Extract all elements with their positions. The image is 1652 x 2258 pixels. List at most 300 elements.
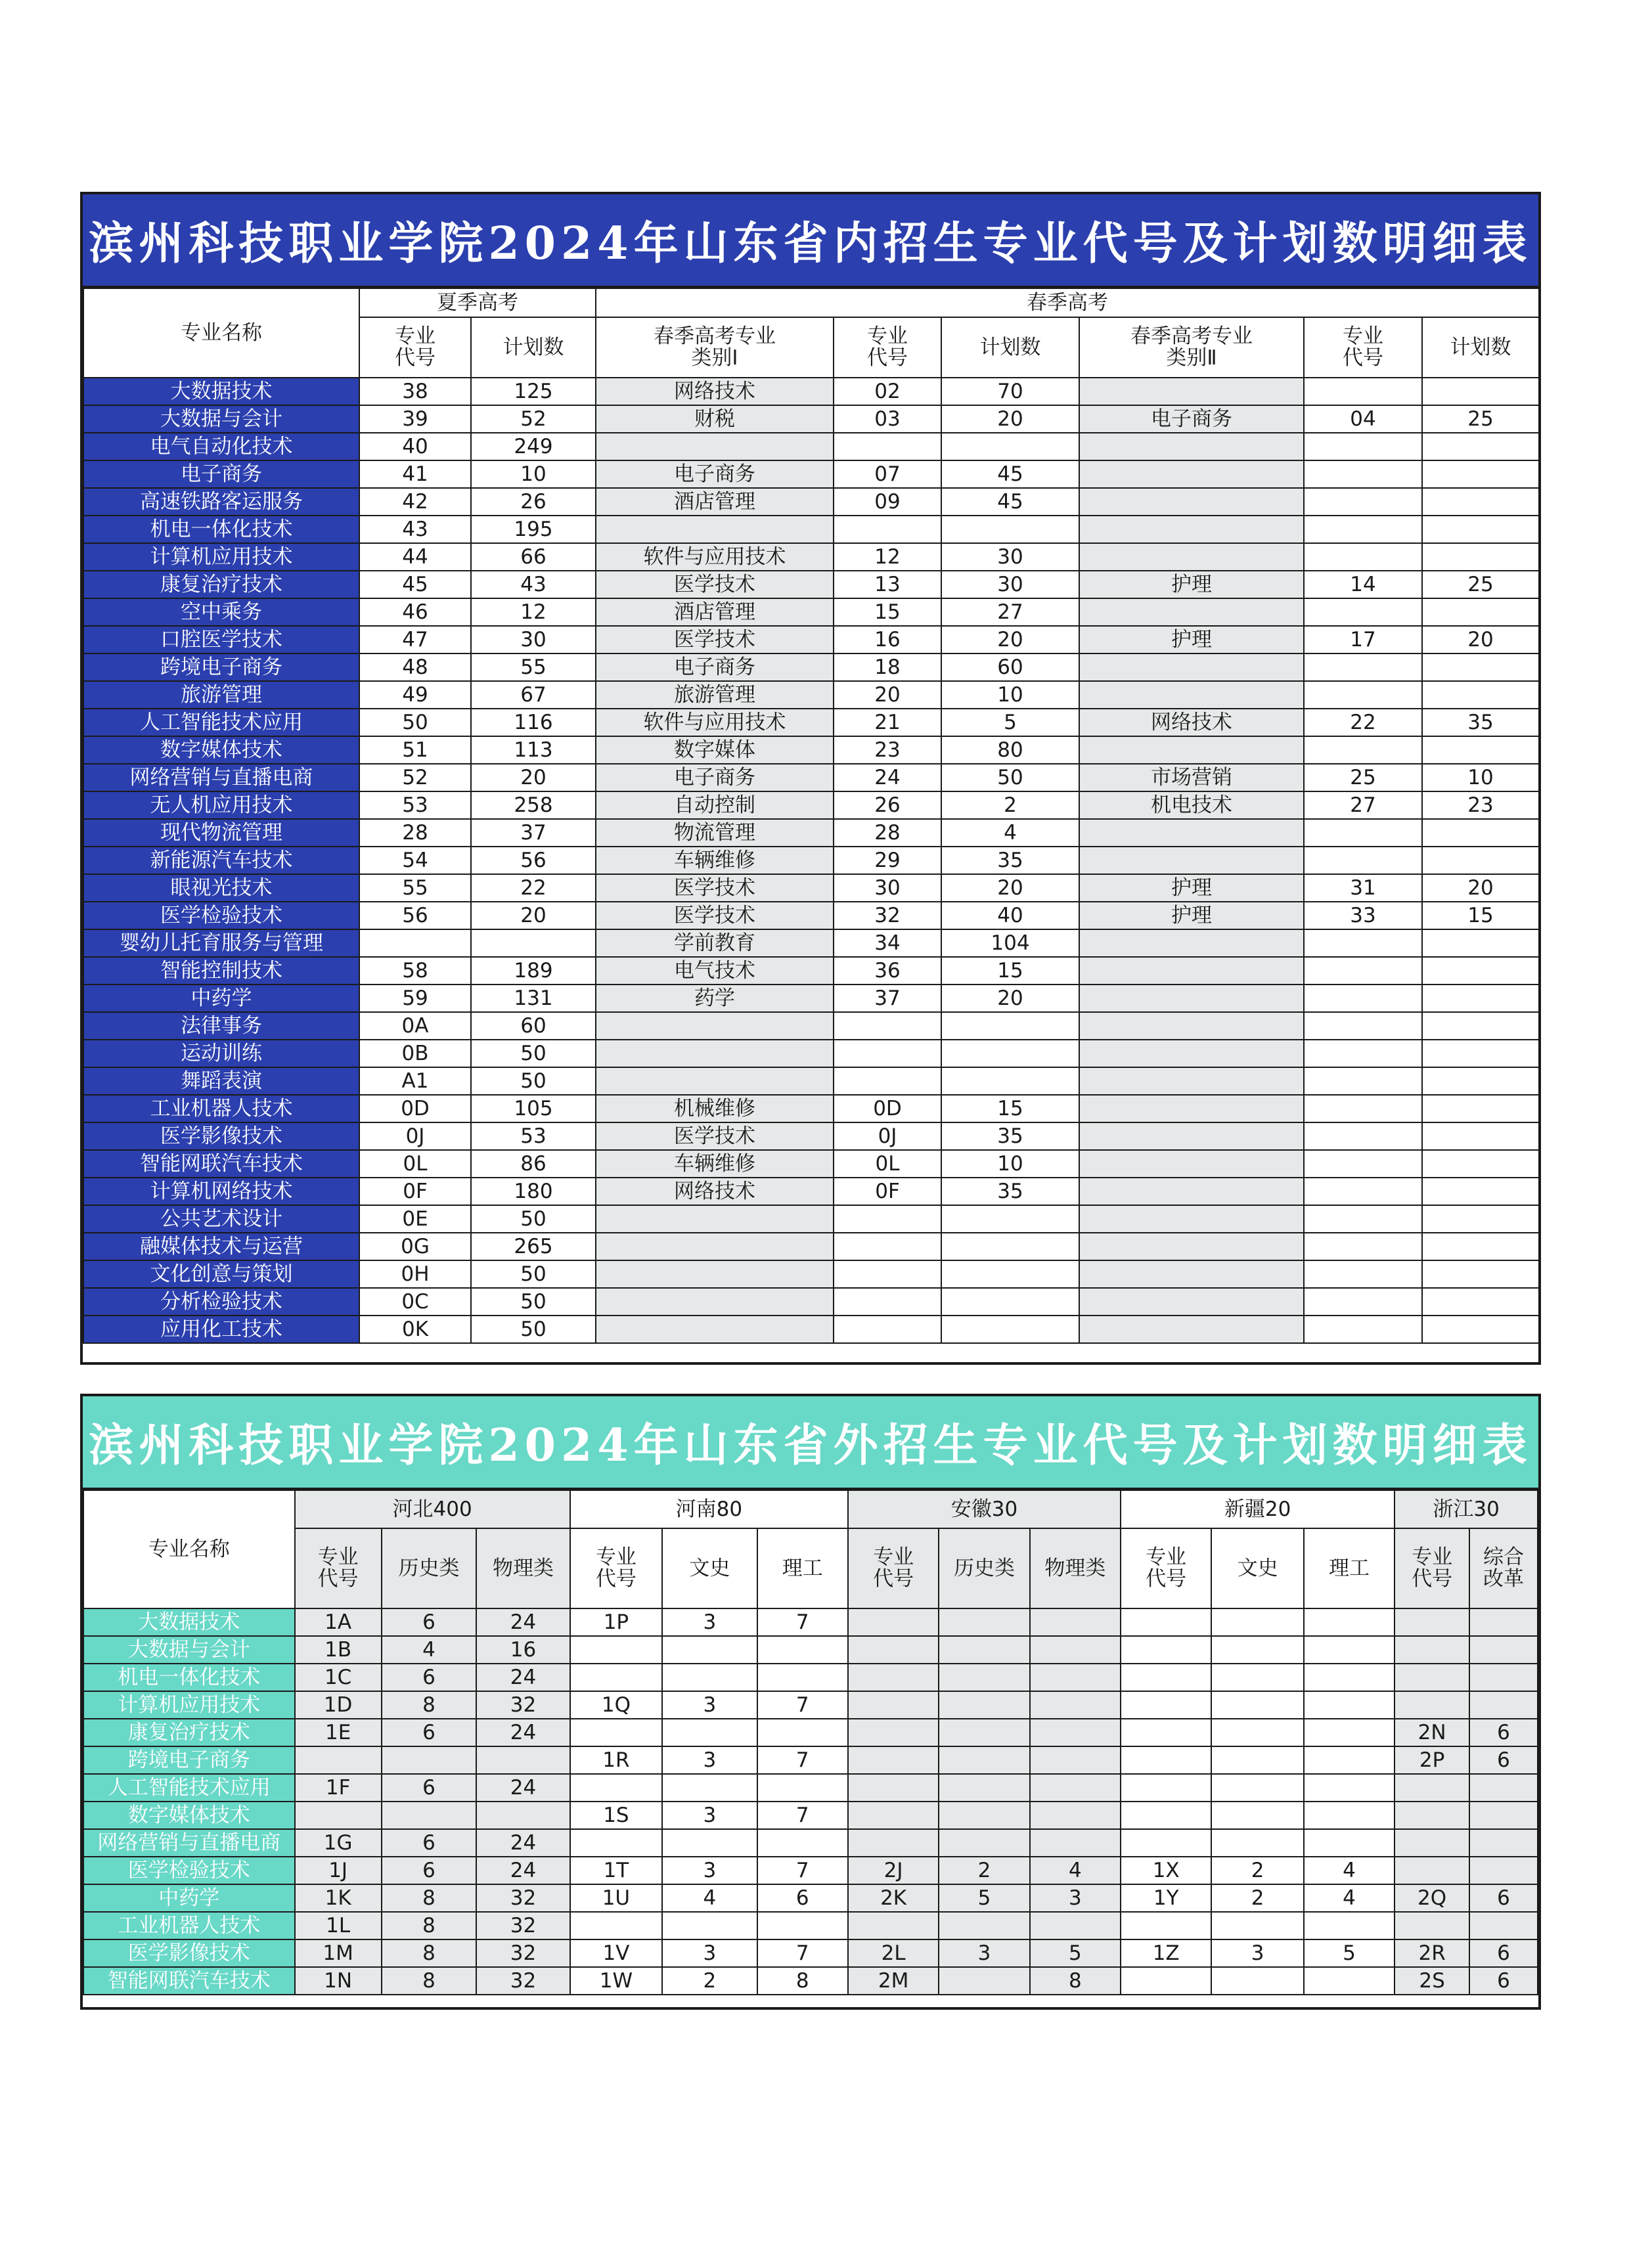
table-cell: 3 (1211, 1939, 1303, 1967)
table-cell (1079, 1233, 1304, 1260)
table-row (83, 985, 1539, 1012)
major-name-cell: 中药学 (83, 1884, 295, 1912)
table-cell: 45 (359, 571, 471, 598)
table-row (83, 1857, 1538, 1884)
table-cell: 医学技术 (596, 626, 834, 653)
table-cell (1079, 1095, 1304, 1122)
table-cell: 0L (359, 1150, 471, 1178)
table-cell: 07 (834, 460, 941, 488)
table-cell: 电子商务 (596, 460, 834, 488)
table-cell (1211, 1691, 1303, 1719)
header-xinjiang-science: 理工 (1304, 1528, 1395, 1608)
table-cell: 10 (471, 460, 596, 488)
header-spring-exam: 春季高考 (596, 288, 1539, 317)
table-cell: 1T (570, 1857, 662, 1884)
table-cell: 学前教育 (596, 929, 834, 957)
table-cell (941, 1288, 1079, 1316)
table-cell (1469, 1664, 1538, 1691)
table-cell: 59 (359, 985, 471, 1012)
table-cell (834, 1067, 941, 1095)
table-cell: 3 (662, 1802, 757, 1829)
table-cell (941, 1067, 1079, 1095)
table-cell: 1Y (1121, 1884, 1211, 1912)
table-cell: 30 (941, 543, 1079, 571)
table-cell: 28 (359, 819, 471, 847)
table-cell: 2Q (1395, 1884, 1469, 1912)
table-cell (1304, 1260, 1422, 1288)
table-cell: 2N (1395, 1719, 1469, 1746)
table-cell (848, 1664, 939, 1691)
table-cell: 2S (1395, 1967, 1469, 1995)
table-cell (941, 1316, 1079, 1343)
header-province-henan: 河南80 (570, 1490, 848, 1528)
table-cell (596, 1288, 834, 1316)
out-province-panel (80, 1394, 1541, 2010)
table-cell: 02 (834, 378, 941, 405)
table-cell (1304, 598, 1422, 626)
table-cell: 酒店管理 (596, 488, 834, 516)
header-province-zhejiang: 浙江30 (1395, 1490, 1538, 1528)
table-cell: 37 (834, 985, 941, 1012)
table-row (83, 681, 1539, 709)
table-cell: 医学技术 (596, 874, 834, 902)
table-cell (662, 1719, 757, 1746)
table-cell (757, 1664, 848, 1691)
table-row (83, 1260, 1539, 1288)
header-summer-exam: 夏季高考 (359, 288, 596, 317)
table-cell: 23 (834, 736, 941, 764)
table-cell (941, 1205, 1079, 1233)
table-cell (1079, 1288, 1304, 1316)
major-name-cell: 网络营销与直播电商 (83, 764, 359, 791)
table-cell (596, 1316, 834, 1343)
table-cell (1422, 736, 1539, 764)
table-cell: 24 (476, 1829, 569, 1857)
table-cell: 21 (834, 709, 941, 736)
table-row (83, 736, 1539, 764)
table-cell (1304, 1122, 1422, 1150)
table-cell: 39 (359, 405, 471, 433)
table-cell (1422, 1316, 1539, 1343)
table-cell (1211, 1829, 1303, 1857)
table-cell (1469, 1829, 1538, 1857)
table-row (83, 1067, 1539, 1095)
header-spring-code1: 专业 代号 (834, 317, 941, 378)
table-cell: 4 (941, 819, 1079, 847)
table-cell (1469, 1857, 1538, 1884)
table-cell (1079, 681, 1304, 709)
major-name-cell: 工业机器人技术 (83, 1912, 295, 1939)
table-cell (570, 1719, 662, 1746)
table-cell (1304, 1774, 1395, 1802)
table-cell: 32 (476, 1691, 569, 1719)
table-cell (1304, 1205, 1422, 1233)
table-cell (1079, 1316, 1304, 1343)
table-cell: 32 (476, 1884, 569, 1912)
table-cell (1079, 929, 1304, 957)
table-cell (1121, 1912, 1211, 1939)
table-cell: 10 (941, 681, 1079, 709)
major-name-cell: 法律事务 (83, 1012, 359, 1040)
table-cell (1422, 516, 1539, 543)
table-cell: 1K (295, 1884, 382, 1912)
table-cell: 18 (834, 653, 941, 681)
header-xinjiang-arts: 文史 (1211, 1528, 1303, 1608)
table-cell (939, 1691, 1029, 1719)
table-cell: 40 (941, 902, 1079, 929)
table-cell: 45 (941, 460, 1079, 488)
table-cell (848, 1829, 939, 1857)
table-cell (1422, 1233, 1539, 1260)
table-cell (1304, 1829, 1395, 1857)
table-cell (1079, 543, 1304, 571)
table-cell: 43 (359, 516, 471, 543)
table-cell (1121, 1691, 1211, 1719)
table-cell: 1X (1121, 1857, 1211, 1884)
table-cell (1079, 516, 1304, 543)
table-cell (939, 1829, 1029, 1857)
table-cell: 195 (471, 516, 596, 543)
table-cell: 42 (359, 488, 471, 516)
table-cell: 2 (1211, 1857, 1303, 1884)
table-cell (834, 1233, 941, 1260)
table-cell: 6 (1469, 1746, 1538, 1774)
table-row (83, 1719, 1538, 1746)
table-cell (834, 1260, 941, 1288)
table-cell: 16 (834, 626, 941, 653)
table-cell (1030, 1829, 1121, 1857)
table-cell: 0J (359, 1122, 471, 1150)
table-cell: 27 (941, 598, 1079, 626)
table-cell: 2R (1395, 1939, 1469, 1967)
major-name-cell: 公共艺术设计 (83, 1205, 359, 1233)
table-cell: 33 (1304, 902, 1422, 929)
table-cell: 50 (471, 1316, 596, 1343)
table-cell: 30 (471, 626, 596, 653)
table-row (83, 1912, 1538, 1939)
table-cell: 8 (1030, 1967, 1121, 1995)
table-row (83, 1316, 1539, 1343)
table-cell (848, 1636, 939, 1664)
table-cell: 7 (757, 1608, 848, 1636)
header-spring-cat1: 春季高考专业 类别Ⅰ (596, 317, 834, 378)
table-cell: 258 (471, 791, 596, 819)
table-cell (1395, 1912, 1469, 1939)
table-row (83, 847, 1539, 874)
table-cell: 26 (471, 488, 596, 516)
table-cell: 6 (757, 1884, 848, 1912)
table-cell: 24 (476, 1608, 569, 1636)
table-cell (1121, 1746, 1211, 1774)
table-cell (1422, 543, 1539, 571)
table-cell (1121, 1636, 1211, 1664)
table-cell: 2 (939, 1857, 1029, 1884)
table-cell (476, 1802, 569, 1829)
table-cell (848, 1774, 939, 1802)
table-cell (1395, 1829, 1469, 1857)
table-cell (1304, 1316, 1422, 1343)
table-cell (1030, 1912, 1121, 1939)
table-cell: 0J (834, 1122, 941, 1150)
header-major-name: 专业名称 (83, 1490, 295, 1608)
table-cell: 7 (757, 1691, 848, 1719)
table-row (83, 819, 1539, 847)
table-cell: 6 (1469, 1884, 1538, 1912)
table-cell (1422, 1040, 1539, 1067)
table-cell: 机电技术 (1079, 791, 1304, 819)
table-cell (939, 1912, 1029, 1939)
table-cell (1211, 1967, 1303, 1995)
major-name-cell: 网络营销与直播电商 (83, 1829, 295, 1857)
table-cell: 50 (471, 1288, 596, 1316)
table-cell (834, 1288, 941, 1316)
table-cell: 125 (471, 378, 596, 405)
table-cell: 3 (662, 1691, 757, 1719)
table-row (83, 1967, 1538, 1995)
table-cell (757, 1829, 848, 1857)
table-cell (1422, 460, 1539, 488)
in-province-title: 滨州科技职业学院2024年山东省内招生专业代号及计划数明细表 (83, 194, 1538, 288)
table-cell (1304, 488, 1422, 516)
table-cell (939, 1608, 1029, 1636)
table-row (83, 1178, 1539, 1205)
table-cell (1304, 1746, 1395, 1774)
table-cell: 58 (359, 957, 471, 985)
table-cell: 43 (471, 571, 596, 598)
table-cell (1211, 1802, 1303, 1829)
table-row (83, 1150, 1539, 1178)
table-cell (1304, 378, 1422, 405)
table-cell (1422, 1260, 1539, 1288)
major-name-cell: 数字媒体技术 (83, 736, 359, 764)
table-cell (662, 1829, 757, 1857)
table-cell (662, 1912, 757, 1939)
header-hebei-code: 专业 代号 (295, 1528, 382, 1608)
table-cell (570, 1774, 662, 1802)
table-cell: 60 (941, 653, 1079, 681)
table-cell: 电子商务 (596, 764, 834, 791)
table-cell: 1P (570, 1608, 662, 1636)
table-cell: 24 (476, 1857, 569, 1884)
table-cell (1211, 1746, 1303, 1774)
table-cell: 酒店管理 (596, 598, 834, 626)
table-cell: 30 (941, 571, 1079, 598)
table-cell: 1Q (570, 1691, 662, 1719)
table-cell: 3 (662, 1939, 757, 1967)
table-cell (848, 1691, 939, 1719)
major-name-cell: 工业机器人技术 (83, 1095, 359, 1122)
major-name-cell: 中药学 (83, 985, 359, 1012)
table-cell (570, 1912, 662, 1939)
table-cell (1422, 847, 1539, 874)
table-cell (1304, 736, 1422, 764)
table-cell (1030, 1664, 1121, 1691)
table-cell: 电子商务 (596, 653, 834, 681)
table-cell (939, 1636, 1029, 1664)
table-cell (596, 1040, 834, 1067)
table-cell: 2L (848, 1939, 939, 1967)
table-cell: 3 (1030, 1884, 1121, 1912)
table-cell: 护理 (1079, 571, 1304, 598)
table-cell: 1D (295, 1691, 382, 1719)
table-cell: 15 (941, 1095, 1079, 1122)
table-cell: 20 (1422, 874, 1539, 902)
table-cell: 0F (359, 1178, 471, 1205)
table-cell (1211, 1664, 1303, 1691)
table-row (83, 1095, 1539, 1122)
table-cell (1211, 1774, 1303, 1802)
table-cell: 市场营销 (1079, 764, 1304, 791)
table-cell (1395, 1774, 1469, 1802)
table-cell: 28 (834, 819, 941, 847)
major-name-cell: 医学检验技术 (83, 902, 359, 929)
table-cell (1304, 1802, 1395, 1829)
table-cell: 3 (662, 1746, 757, 1774)
table-cell: 1R (570, 1746, 662, 1774)
table-cell: 189 (471, 957, 596, 985)
table-row (83, 1802, 1538, 1829)
table-cell: 电子商务 (1079, 405, 1304, 433)
table-cell (1079, 985, 1304, 1012)
table-cell (295, 1746, 382, 1774)
table-row (83, 460, 1539, 488)
table-cell: 50 (471, 1067, 596, 1095)
table-cell: 04 (1304, 405, 1422, 433)
table-cell: 35 (941, 1178, 1079, 1205)
table-cell (848, 1608, 939, 1636)
table-cell: 数字媒体 (596, 736, 834, 764)
table-cell: 10 (1422, 764, 1539, 791)
table-cell: 10 (941, 1150, 1079, 1178)
table-cell: 6 (382, 1829, 476, 1857)
table-cell: 7 (757, 1939, 848, 1967)
table-cell: 60 (471, 1012, 596, 1040)
table-cell: 56 (359, 902, 471, 929)
table-cell: 47 (359, 626, 471, 653)
table-cell: 护理 (1079, 902, 1304, 929)
table-cell (941, 1260, 1079, 1288)
table-row (83, 653, 1539, 681)
major-name-cell: 大数据与会计 (83, 1636, 295, 1664)
table-cell: 2M (848, 1967, 939, 1995)
major-name-cell: 康复治疗技术 (83, 571, 359, 598)
table-cell (1304, 1012, 1422, 1040)
table-row (83, 488, 1539, 516)
header-henan-code: 专业 代号 (570, 1528, 662, 1608)
table-cell: 17 (1304, 626, 1422, 653)
table-cell: 2J (848, 1857, 939, 1884)
table-cell: 8 (382, 1884, 476, 1912)
table-cell: 03 (834, 405, 941, 433)
table-cell: 180 (471, 1178, 596, 1205)
table-cell: 5 (1304, 1939, 1395, 1967)
table-cell (596, 1205, 834, 1233)
header-zhejiang-comprehensive: 综合 改革 (1469, 1528, 1538, 1608)
table-cell: 249 (471, 433, 596, 460)
major-name-cell: 康复治疗技术 (83, 1719, 295, 1746)
table-cell (1304, 957, 1422, 985)
table-row (83, 543, 1539, 571)
table-cell: 56 (471, 847, 596, 874)
major-name-cell: 计算机网络技术 (83, 1178, 359, 1205)
table-cell (662, 1664, 757, 1691)
table-cell: 53 (359, 791, 471, 819)
table-row (83, 1122, 1539, 1150)
table-cell (941, 433, 1079, 460)
major-name-cell: 机电一体化技术 (83, 516, 359, 543)
major-name-cell: 智能网联汽车技术 (83, 1150, 359, 1178)
table-cell: 8 (382, 1691, 476, 1719)
table-cell (596, 1233, 834, 1260)
table-cell: 1C (295, 1664, 382, 1691)
table-cell (1030, 1719, 1121, 1746)
major-name-cell: 跨境电子商务 (83, 653, 359, 681)
table-cell (1422, 681, 1539, 709)
table-cell: 44 (359, 543, 471, 571)
table-cell: 15 (941, 957, 1079, 985)
table-cell (1211, 1912, 1303, 1939)
table-cell (359, 929, 471, 957)
table-cell: 41 (359, 460, 471, 488)
table-cell: 32 (834, 902, 941, 929)
table-cell: 4 (1030, 1857, 1121, 1884)
table-cell: 20 (941, 874, 1079, 902)
table-cell: 24 (476, 1664, 569, 1691)
table-cell: 16 (476, 1636, 569, 1664)
header-spring-code2: 专业 代号 (1304, 317, 1422, 378)
table-cell: 4 (1304, 1884, 1395, 1912)
table-cell (1422, 378, 1539, 405)
table-cell (1211, 1719, 1303, 1746)
table-cell (596, 433, 834, 460)
table-cell: 35 (941, 847, 1079, 874)
table-row (83, 874, 1539, 902)
major-name-cell: 智能网联汽车技术 (83, 1967, 295, 1995)
table-cell: 48 (359, 653, 471, 681)
table-cell: 27 (1304, 791, 1422, 819)
table-cell: 2 (662, 1967, 757, 1995)
table-row (83, 1205, 1539, 1233)
table-cell: 3 (939, 1939, 1029, 1967)
header-anhui-history: 历史类 (939, 1528, 1029, 1608)
major-name-cell: 大数据技术 (83, 378, 359, 405)
table-cell (1079, 736, 1304, 764)
table-cell (1422, 1150, 1539, 1178)
table-cell (1079, 1150, 1304, 1178)
table-cell: 4 (382, 1636, 476, 1664)
in-province-table (83, 288, 1540, 1344)
table-cell: 24 (834, 764, 941, 791)
table-cell: 8 (382, 1939, 476, 1967)
header-province-xinjiang: 新疆20 (1121, 1490, 1395, 1528)
table-cell: 医学技术 (596, 1122, 834, 1150)
header-anhui-code: 专业 代号 (848, 1528, 939, 1608)
table-cell (834, 1012, 941, 1040)
major-name-cell: 智能控制技术 (83, 957, 359, 985)
major-name-cell: 应用化工技术 (83, 1316, 359, 1343)
table-cell: 113 (471, 736, 596, 764)
table-row (83, 1774, 1538, 1802)
table-cell (1121, 1802, 1211, 1829)
table-cell (1469, 1608, 1538, 1636)
in-province-panel (80, 192, 1541, 1365)
table-cell: 1S (570, 1802, 662, 1829)
table-row (83, 598, 1539, 626)
table-row (83, 957, 1539, 985)
table-row (83, 929, 1539, 957)
table-cell (1304, 1178, 1422, 1205)
table-cell: 1Z (1121, 1939, 1211, 1967)
